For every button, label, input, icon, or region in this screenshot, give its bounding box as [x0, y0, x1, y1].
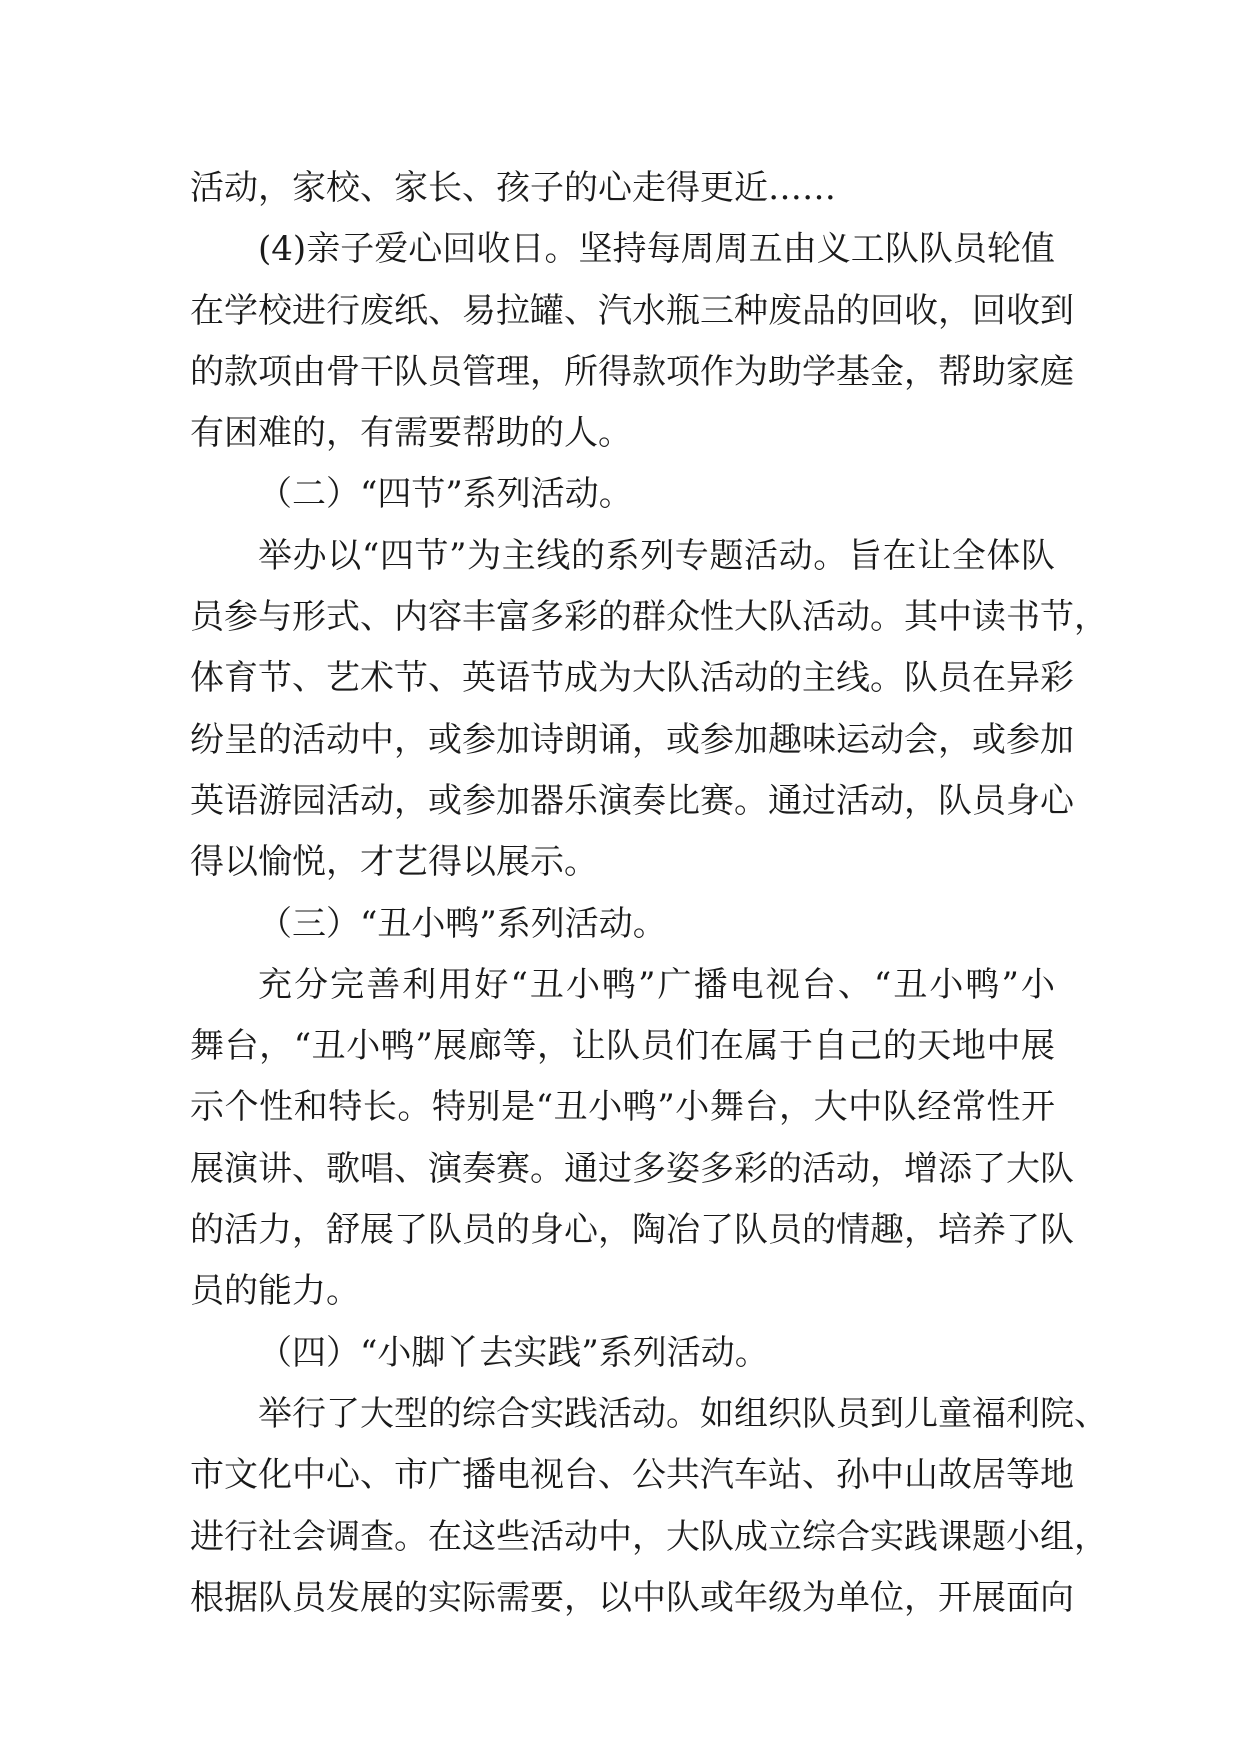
- section-heading: （二）“四节”系列活动。: [258, 474, 633, 515]
- text-line: 英语游园活动，或参加器乐演奏比赛。通过活动，队员身心: [190, 780, 1074, 821]
- text-line: 体育节、艺术节、英语节成为大队活动的主线。队员在异彩: [190, 658, 1074, 699]
- text-line: 舞台，“丑小鸭”展廊等，让队员们在属于自己的天地中展: [190, 1026, 1055, 1067]
- text-line: 充分完善利用好“丑小鸭”广播电视台、“丑小鸭”小: [258, 964, 1055, 1005]
- text-line: 活动，家校、家长、孩子的心走得更近……: [190, 168, 836, 208]
- text-line: 举办以“四节”为主线的系列专题活动。旨在让全体队: [258, 535, 1055, 576]
- text-line: 示个性和特长。特别是“丑小鸭”小舞台，大中队经常性开: [190, 1087, 1055, 1128]
- text-line: 员的能力。: [190, 1271, 360, 1312]
- text-line: 纷呈的活动中，或参加诗朗诵，或参加趣味运动会，或参加: [190, 719, 1074, 760]
- text-line: 的活力，舒展了队员的身心，陶冶了队员的情趣，培养了队: [190, 1210, 1074, 1251]
- text-line: 市文化中心、市广播电视台、公共汽车站、孙中山故居等地: [190, 1455, 1074, 1496]
- section-heading: （三）“丑小鸭”系列活动。: [258, 903, 667, 944]
- text-line: 的款项由骨干队员管理，所得款项作为助学基金，帮助家庭: [190, 351, 1074, 392]
- text-line: 举行了大型的综合实践活动。如组织队员到儿童福利院、: [258, 1393, 1108, 1434]
- section-heading: （四）“小脚丫去实践”系列活动。: [258, 1332, 769, 1373]
- text-line: 员参与形式、内容丰富多彩的群众性大队活动。其中读书节，: [190, 597, 1108, 638]
- text-line: 得以愉悦，才艺得以展示。: [190, 842, 598, 883]
- text-line: 根据队员发展的实际需要，以中队或年级为单位，开展面向: [190, 1577, 1074, 1618]
- text-line: (4)亲子爱心回收日。坚持每周周五由义工队队员轮值: [258, 229, 1055, 270]
- text-line: 展演讲、歌唱、演奏赛。通过多姿多彩的活动，增添了大队: [190, 1148, 1074, 1189]
- text-line: 在学校进行废纸、易拉罐、汽水瓶三种废品的回收，回收到: [190, 290, 1074, 331]
- document-page: [190, 158, 1108, 1629]
- text-line: 有困难的，有需要帮助的人。: [190, 413, 632, 454]
- text-line: 进行社会调查。在这些活动中，大队成立综合实践课题小组，: [190, 1516, 1108, 1557]
